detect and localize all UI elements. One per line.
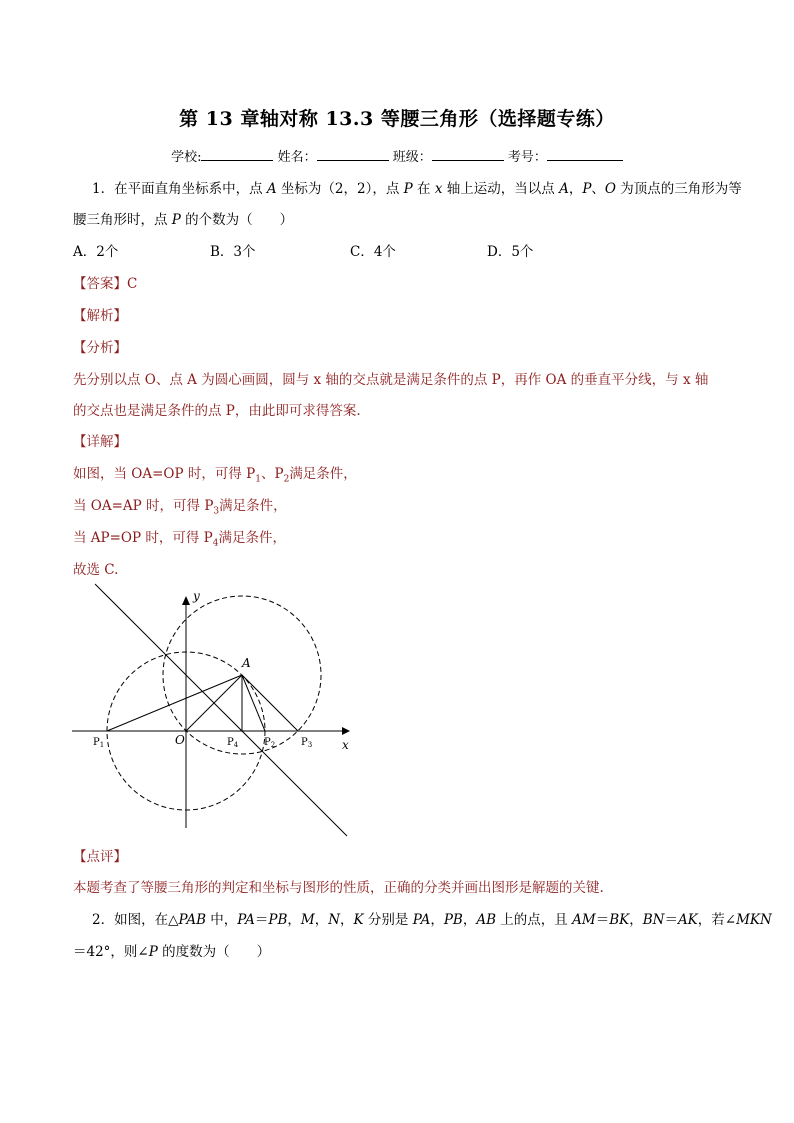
segment-ap3 [242,675,298,731]
segment-p1a [107,675,242,731]
analysis-line2: 的交点也是满足条件的点 P，由此即可求得答案. [73,403,361,419]
segment-ap2 [242,675,265,731]
detail-line2: 当 OA=AP 时，可得 $P_3$满足条件， [73,498,287,517]
school-label: 学校: [171,150,202,165]
explanation-tag: 【解析】 [73,308,127,324]
name-label: 姓名： [277,150,317,165]
analysis-tag: 【分析】 [73,340,127,356]
coordinate-figure [60,578,360,840]
exam-number-blank [547,148,623,161]
exam-number-label: 考号： [507,150,547,165]
q1-option-a: A．2个 [73,244,119,260]
class-blank [432,148,504,161]
school-blank [201,148,273,161]
q1-stem-line2: 腰三角形时，点 P 的个数为（ ） [73,212,294,228]
label-y: y [193,589,200,603]
q1-option-c: C．4个 [350,244,396,260]
label-p4: $P_4$ [227,737,239,749]
label-o: O [175,733,185,747]
y-axis-arrow [182,596,190,605]
label-a: A [242,656,251,670]
detail-tag: 【详解】 [73,434,127,450]
x-axis-arrow [342,727,350,735]
q1-stem-line1: 1．在平面直角坐标系中，点 A 坐标为（2，2），点 P 在 x 轴上运动，当以点 A，P、O 为顶点的三角形为等 [92,181,742,197]
page-title: 第 13 章轴对称 13.3 等腰三角形（选择题专练） [179,108,615,130]
q2-stem-line2: ＝42°，则∠P 的度数为（ ） [73,944,271,960]
label-x: x [342,738,349,752]
detail-line4: 故选 C. [73,562,119,578]
label-p1: $P_1$ [93,737,105,749]
detail-line3: 当 AP=OP 时，可得 $P_4$满足条件， [73,530,286,549]
q2-stem-line1: 2．如图，在△PAB 中，PA＝PB，M，N，K 分别是 PA，PB，AB 上的点，且 AM＝BK，BN＝AK，若∠MKN [92,912,772,928]
comment-tag: 【点评】 [73,849,127,865]
student-info-line [0,146,794,165]
analysis-line1: 先分别以点 O、点 A 为圆心画圆，圆与 x 轴的交点就是满足条件的点 P，再作 OA 的垂直平分线，与 x 轴 [73,372,709,388]
label-p2: $P_2$ [264,737,276,749]
perpendicular-bisector [95,584,347,836]
class-label: 班级： [392,150,432,165]
q1-option-d: D．5个 [487,244,534,260]
label-p3: $P_3$ [301,737,313,749]
comment-text: 本题考查了等腰三角形的判定和坐标与图形的性质，正确的分类并画出图形是解题的关键. [73,880,604,896]
name-blank [317,148,389,161]
q1-option-b: B．3个 [210,244,256,260]
detail-line1: 如图，当 OA=OP 时，可得 $P_1$、$P_2$满足条件， [73,466,357,485]
answer-tag: 【答案】C [73,276,138,292]
